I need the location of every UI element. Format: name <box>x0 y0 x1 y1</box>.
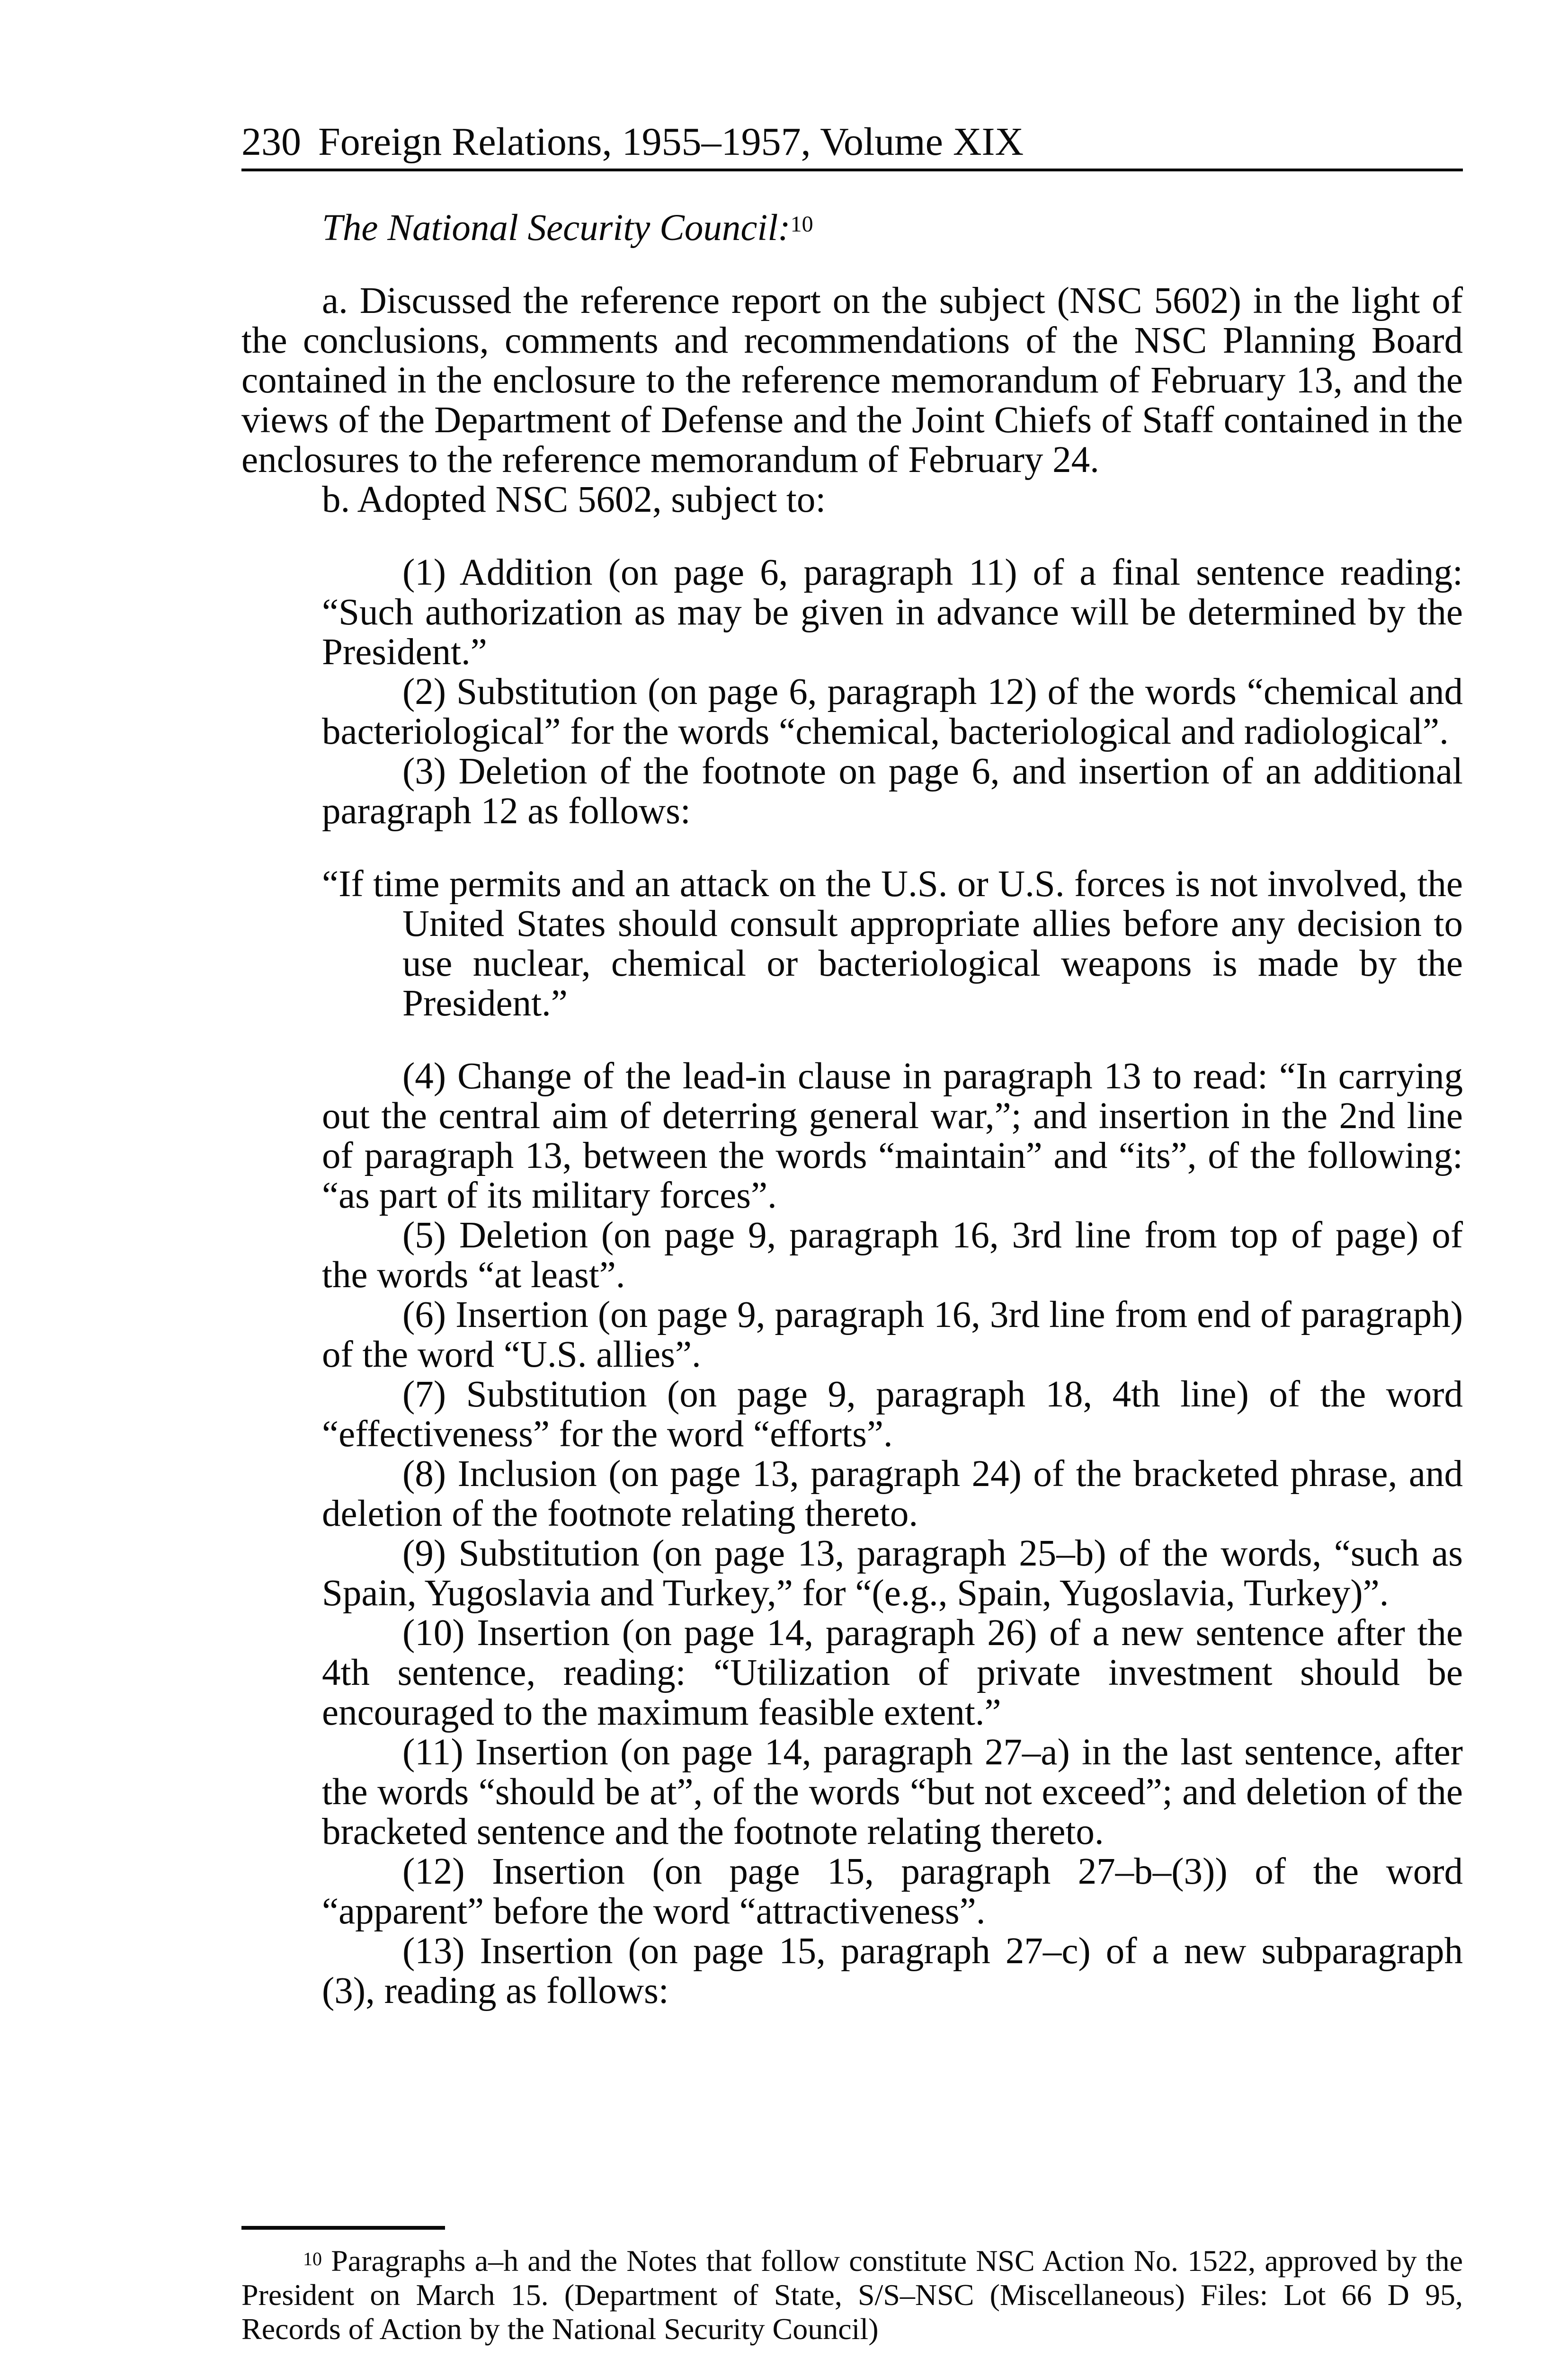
footnote-divider <box>241 2226 445 2230</box>
section-title-text: The National Security Council: <box>322 207 791 249</box>
list-item: (4) Change of the lead-in clause in paragraph 13 to read: “In carrying out the central aim of deterring general war,”; and insertion in the 2nd line of paragraph 13, between the words “maintain” and “its”, of the following: “as part of its military forces”. <box>322 1056 1463 1216</box>
amendment-list-2 <box>322 1057 1463 2011</box>
list-item: (3) Deletion of the footnote on page 6, and insertion of an additional paragraph 12 as follows: <box>322 751 1463 832</box>
footnote <box>241 2244 1463 2346</box>
list-item: (6) Insertion (on page 9, paragraph 16, 3rd line from end of paragraph) of the word “U.S. allies”. <box>322 1294 1463 1375</box>
list-item: (8) Inclusion (on page 13, paragraph 24) of the bracketed phrase, and deletion of the footnote relating thereto. <box>322 1453 1463 1534</box>
footnote-text: Paragraphs a–h and the Notes that follow constitute NSC Action No. 1522, approved by the President on March 15. (Department of State, S/S–NSC (Miscellaneous) Files: Lot 66 D 95, Records of Action by the National Security Council) <box>241 2244 1463 2346</box>
running-title: Foreign Relations, 1955–1957, Volume XIX <box>318 120 1024 164</box>
list-item: (2) Substitution (on page 6, paragraph 12) of the words “chemical and bacteriological” for the words “chemical, bacteriological and radiological”. <box>322 671 1463 752</box>
list-item: (12) Insertion (on page 15, paragraph 27–b–(3)) of the word “apparent” before the word “attractiveness”. <box>322 1851 1463 1932</box>
list-item: (9) Substitution (on page 13, paragraph 25–b) of the words, “such as Spain, Yugoslavia and Turkey,” for “(e.g., Spain, Yugoslavia, Turkey)”. <box>322 1533 1463 1614</box>
page-number: 230 <box>241 120 301 164</box>
list-item: (1) Addition (on page 6, paragraph 11) of a final sentence reading: “Such authorization as may be given in advance will be determined by the President.” <box>322 552 1463 673</box>
list-item: (10) Insertion (on page 14, paragraph 26) of a new sentence after the 4th sentence, reading: “Utilization of private investment should be encouraged to the maximum feasible extent.” <box>322 1612 1463 1733</box>
list-item: (11) Insertion (on page 14, paragraph 27–a) in the last sentence, after the words “should be at”, of the words “but not exceed”; and deletion of the bracketed sentence and the footnote relating thereto. <box>322 1732 1463 1852</box>
footnote-number: 10 <box>303 2248 322 2269</box>
document-body <box>241 208 1463 2011</box>
footnote-reference: 10 <box>790 212 813 237</box>
running-header <box>241 118 1463 171</box>
amendment-list-1 <box>322 553 1463 831</box>
quoted-paragraph: “If time permits and an attack on the U.S. or U.S. forces is not involved, the United States should consult appropriate allies before any decision to use nuclear, chemical or bacteriological weapons is made by the President.” <box>322 863 1463 1024</box>
list-item: (5) Deletion (on page 9, paragraph 16, 3rd line from top of page) of the words “at least”. <box>322 1215 1463 1296</box>
section-title <box>322 208 1463 248</box>
list-item: (13) Insertion (on page 15, paragraph 27–c) of a new subparagraph (3), reading as follows: <box>322 1931 1463 2011</box>
paragraph-b: b. Adopted NSC 5602, subject to: <box>322 479 826 520</box>
list-item: (7) Substitution (on page 9, paragraph 18, 4th line) of the word “effectiveness” for the word “efforts”. <box>322 1374 1463 1455</box>
paragraph-a: a. Discussed the reference report on the subject (NSC 5602) in the light of the conclusions, comments and recommendations of the NSC Planning Board contained in the enclosure to the reference memorandum of February 13, and the views of the Department of Defense and the Joint Chiefs of Staff contained in the enclosures to the reference memorandum of February 24. <box>241 280 1463 481</box>
